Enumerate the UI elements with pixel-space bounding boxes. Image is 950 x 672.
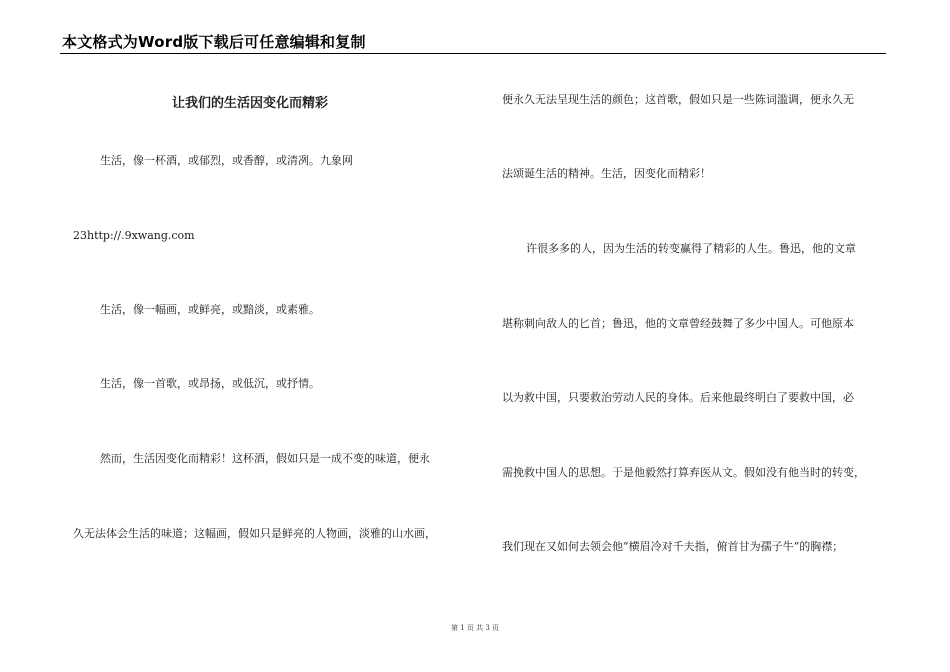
- paragraph-line: 法颂诞生活的精神。生活，因变化而精彩！: [502, 167, 711, 180]
- paragraph-line: 久无法体会生活的味道；这幅画，假如只是鲜亮的人物画，淡雅的山水画，: [73, 527, 436, 540]
- paragraph-line: 以为救中国，只要救治劳动人民的身体。后来他最终明白了要救中国，必: [502, 391, 854, 404]
- paragraph-line: 便永久无法呈现生活的颜色；这首歌，假如只是一些陈词滥调，便永久无: [502, 93, 854, 106]
- paragraph-line: 需挽救中国人的思想。于是他毅然打算弃医从文。假如没有他当时的转变，: [502, 466, 865, 479]
- header-divider: [60, 53, 886, 54]
- paragraph-line: 生活，像一幅画，或鲜亮，或黯淡，或素雅。: [100, 303, 320, 316]
- paragraph-line: 生活，像一杯酒，或郁烈，或香醇，或清冽。九象网: [100, 154, 353, 167]
- paragraph-line: 堪称刺向敌人的匕首；鲁迅，他的文章曾经鼓舞了多少中国人。可他原本: [502, 317, 854, 330]
- document-title: 让我们的生活因变化而精彩: [172, 96, 329, 111]
- paragraph-line: 生活，像一首歌，或昂扬，或低沉，或抒情。: [100, 377, 320, 390]
- paragraph-line: 我们现在又如何去领会他“横眉冷对千夫指，俯首甘为孺子牛”的胸襟；: [502, 540, 844, 553]
- paragraph-line: 许很多多的人，因为生活的转变赢得了精彩的人生。鲁迅，他的文章: [526, 242, 856, 255]
- header-banner: 本文格式为Word版下载后可任意编辑和复制: [62, 33, 366, 51]
- paragraph-line: 23http://.9xwang.com: [73, 229, 195, 242]
- paragraph-line: 然而，生活因变化而精彩！这杯酒，假如只是一成不变的味道，便永: [100, 452, 430, 465]
- page-number: 第 1 页 共 3 页: [450, 624, 500, 632]
